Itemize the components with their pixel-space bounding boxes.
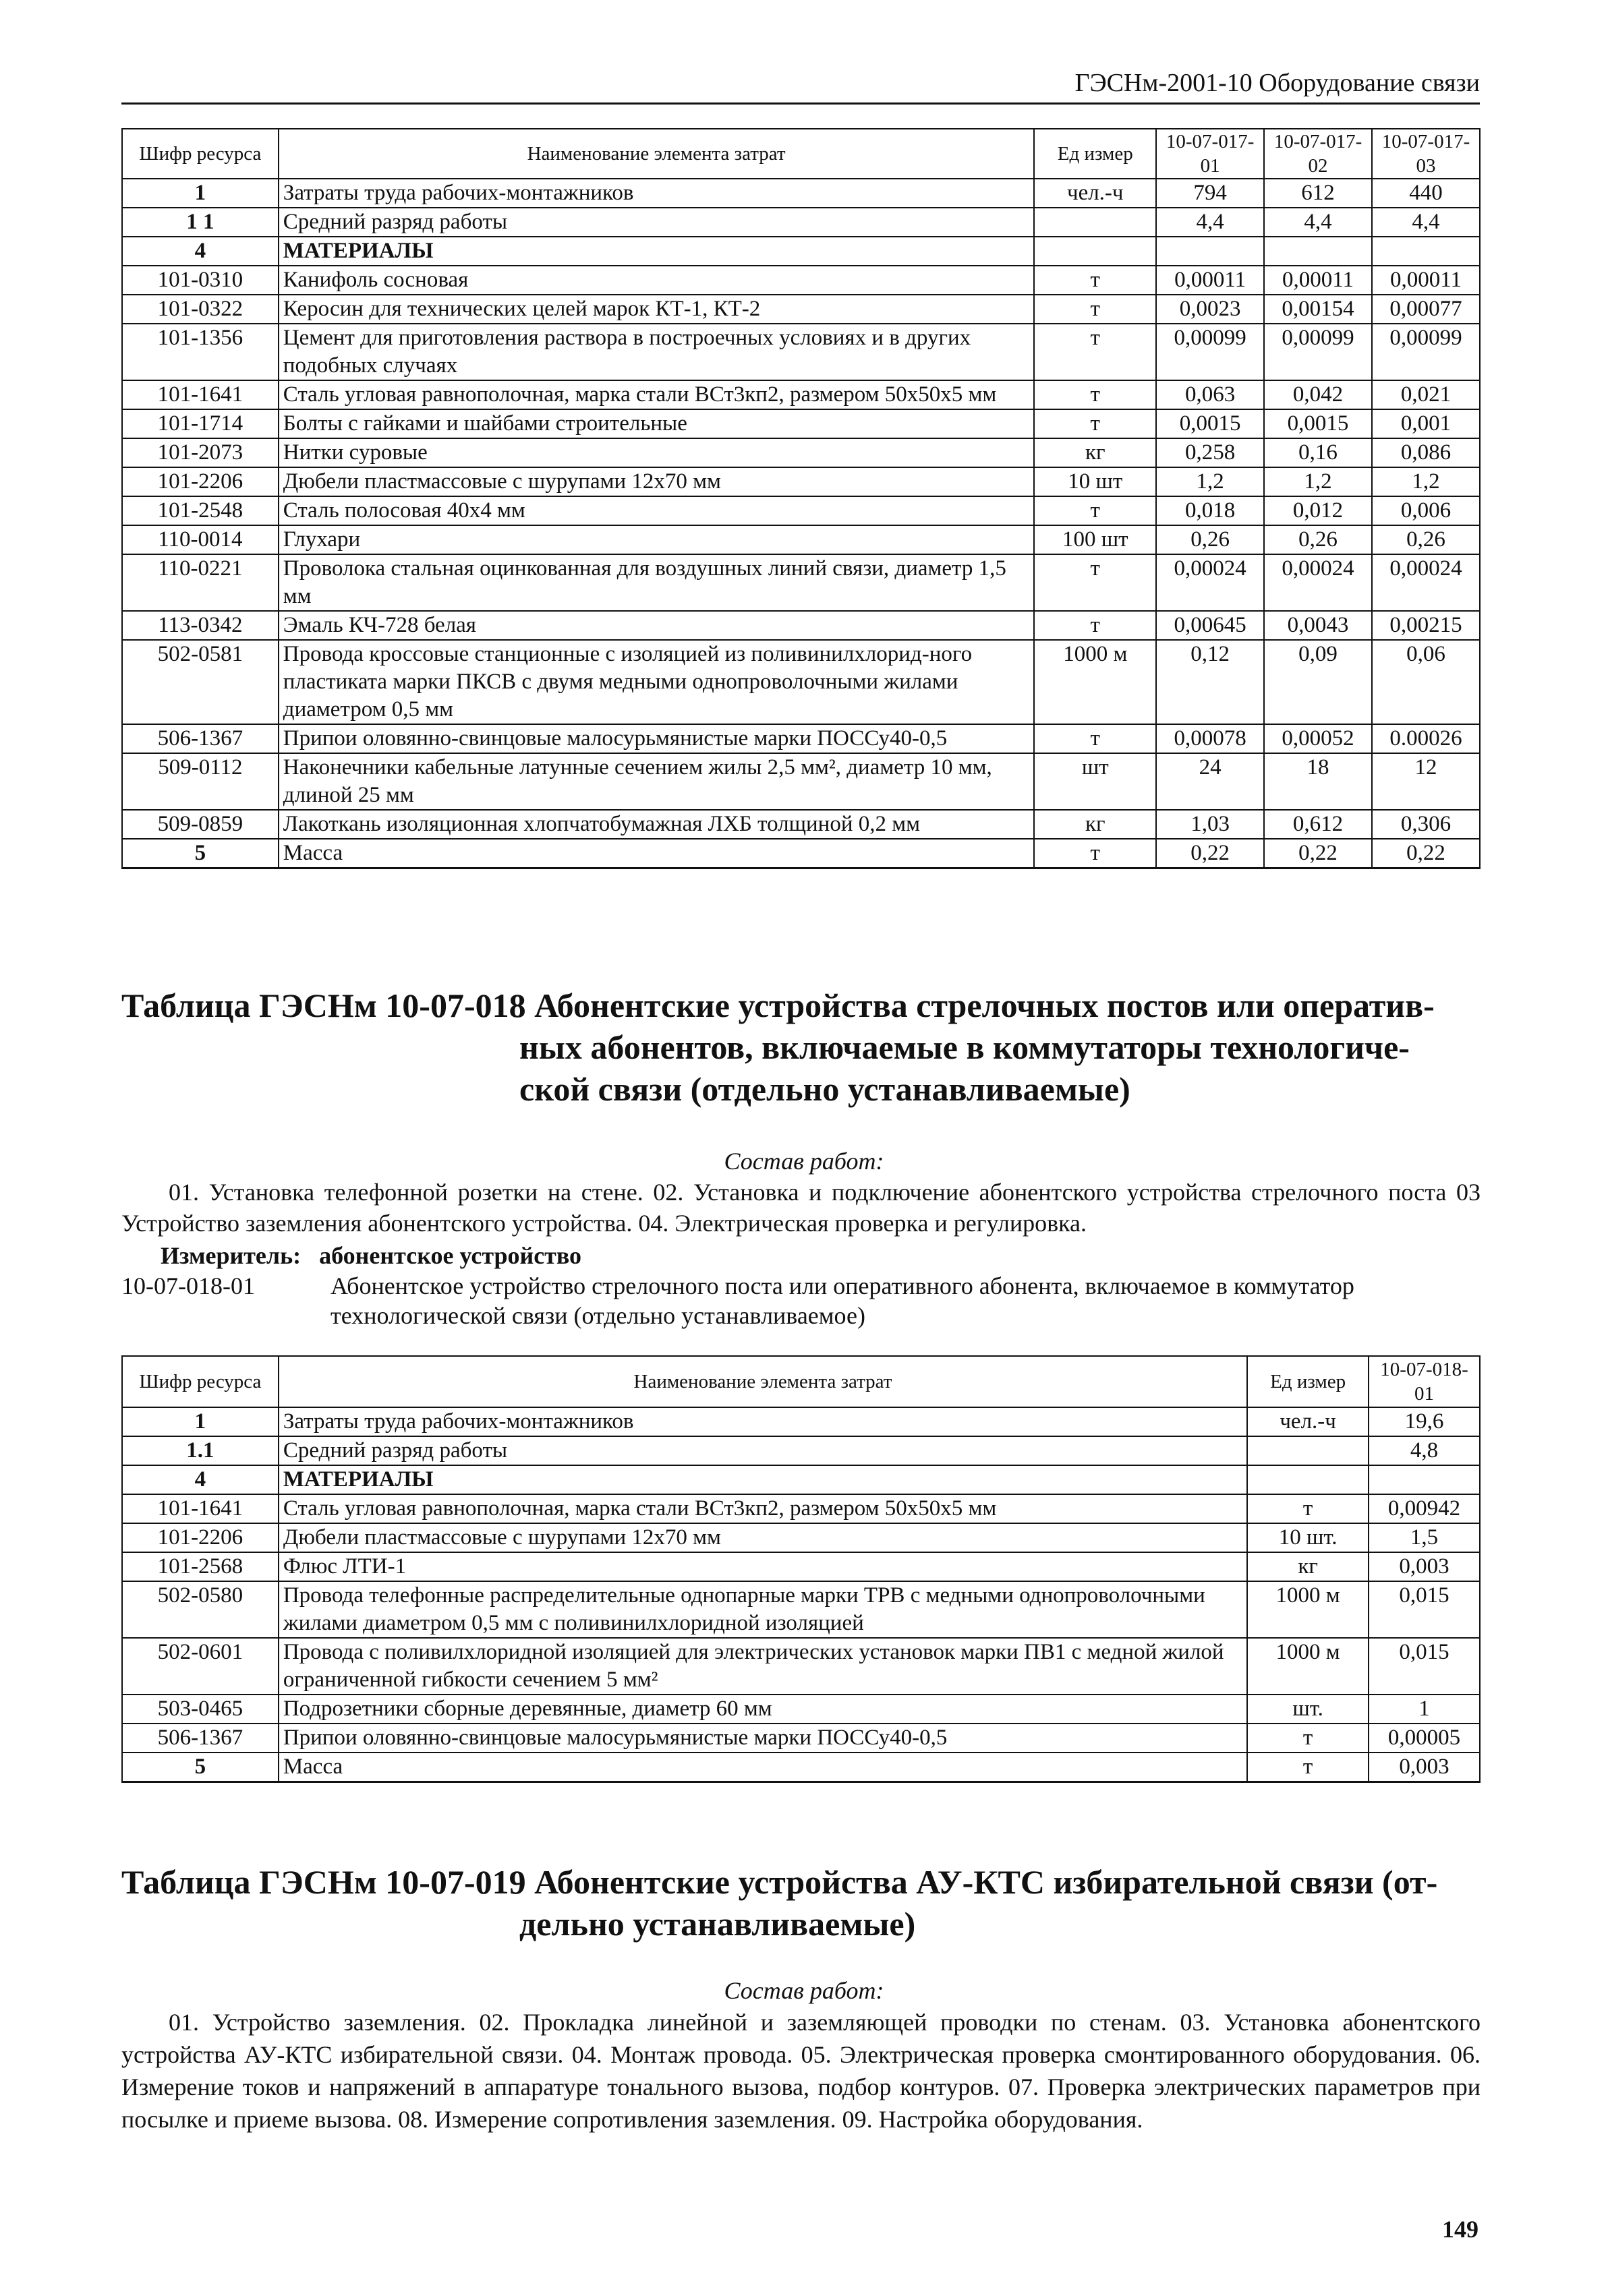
cell-unit: т (1034, 554, 1156, 611)
table-row (122, 496, 1480, 525)
cell-unit: кг (1247, 1552, 1369, 1581)
cell-value-3: 12 (1372, 753, 1480, 810)
cell-value-2: 0,0043 (1264, 611, 1372, 640)
cell-name: Канифоль сосновая (279, 266, 1035, 295)
table-row (122, 1581, 1480, 1638)
cell-name: Затраты труда рабочих-монтажников (279, 179, 1035, 208)
table-row (122, 1753, 1480, 1782)
cell-value-1: 0,26 (1156, 525, 1264, 554)
table-body (122, 179, 1480, 869)
cell-value-1: 1 (1369, 1695, 1480, 1724)
table-row (122, 1407, 1480, 1436)
table-header-row (122, 1356, 1480, 1407)
cell-unit (1034, 208, 1156, 237)
cell-value-1: 1,03 (1156, 810, 1264, 839)
cell-value-1: 0,015 (1369, 1581, 1480, 1638)
cell-value-1 (1369, 1465, 1480, 1494)
table-row (122, 1724, 1480, 1753)
cell-name: Средний разряд работы (279, 208, 1035, 237)
cell-unit: т (1034, 266, 1156, 295)
cell-value-3: 1,2 (1372, 467, 1480, 496)
resource-table-10-07-017 (121, 128, 1481, 869)
cell-value-1: 0,00005 (1369, 1724, 1480, 1753)
cell-value-3 (1372, 237, 1480, 266)
cell-name: Дюбели пластмассовые с шурупами 12х70 мм (279, 1523, 1247, 1552)
measure-line (161, 1241, 581, 1270)
variant-code: 10-07-018-01 (121, 1272, 255, 1299)
cell-value-2 (1264, 237, 1372, 266)
cell-unit: т (1034, 496, 1156, 525)
cell-value-2: 0,012 (1264, 496, 1372, 525)
cell-value-2: 0,09 (1264, 640, 1372, 724)
table-row (122, 554, 1480, 611)
cell-value-2: 0,00011 (1264, 266, 1372, 295)
cell-code: 509-0859 (122, 810, 279, 839)
cell-code: 506-1367 (122, 724, 279, 753)
page-number: 149 (1442, 2216, 1478, 2243)
work-composition-text: 01. Установка телефонной розетки на стене. 02. Установка и подключение абонентского устройства стрелочного поста 03 Устройство заземления абонентского устройства. 04. Электрическая проверка и регулировка. (121, 1179, 1481, 1237)
cell-code: 101-2568 (122, 1552, 279, 1581)
cell-name: Сталь полосовая 40х4 мм (279, 496, 1035, 525)
table-header-row (122, 129, 1480, 179)
table-row (122, 237, 1480, 266)
cell-name: МАТЕРИАЛЫ (279, 1465, 1247, 1494)
cell-code: 506-1367 (122, 1724, 279, 1753)
running-header: ГЭСНм-2001-10 Оборудование связи (121, 67, 1480, 105)
cell-code: 101-1356 (122, 324, 279, 380)
cell-unit (1247, 1436, 1369, 1465)
cell-unit: 1000 м (1247, 1581, 1369, 1638)
cell-value-1: 0,00024 (1156, 554, 1264, 611)
cell-code: 101-2206 (122, 467, 279, 496)
cell-value-1: 24 (1156, 753, 1264, 810)
cell-name: Глухари (279, 525, 1035, 554)
cell-unit: 100 шт (1034, 525, 1156, 554)
cell-name: Провода телефонные распределительные однопарные марки ТРВ с медными однопроволочными жилами диаметром 0,5 мм с поливинилхлоридной изоляцией (279, 1581, 1247, 1638)
cell-value-3: 4,4 (1372, 208, 1480, 237)
cell-value-3: 0,006 (1372, 496, 1480, 525)
cell-code: 101-2206 (122, 1523, 279, 1552)
cell-value-2: 0,042 (1264, 380, 1372, 409)
cell-code: 1 (122, 179, 279, 208)
cell-code: 502-0601 (122, 1638, 279, 1695)
table-row (122, 438, 1480, 467)
table-row (122, 1552, 1480, 1581)
table-row (122, 467, 1480, 496)
cell-unit: т (1247, 1753, 1369, 1782)
cell-unit (1247, 1465, 1369, 1494)
cell-value-3: 0,00077 (1372, 295, 1480, 324)
cell-name: Сталь угловая равнополочная, марка стали ВСт3кп2, размером 50х50х5 мм (279, 1494, 1247, 1523)
cell-unit: 1000 м (1034, 640, 1156, 724)
col-header-name: Наименование элемента затрат (279, 129, 1035, 179)
measure-value: абонентское устройство (319, 1242, 582, 1269)
cell-name: Керосин для технических целей марок КТ-1, КТ-2 (279, 295, 1035, 324)
cell-unit: 10 шт. (1247, 1523, 1369, 1552)
cell-value-1: 4,8 (1369, 1436, 1480, 1465)
table-title-10-07-018 (121, 984, 1481, 1110)
cell-value-1: 1,5 (1369, 1523, 1480, 1552)
table-row (122, 611, 1480, 640)
cell-name: Цемент для приготовления раствора в построечных условиях и в других подобных случаях (279, 324, 1035, 380)
cell-unit: т (1247, 1494, 1369, 1523)
table-row (122, 1523, 1480, 1552)
title-line: Таблица ГЭСНм 10-07-018 Абонентские устройства стрелочных постов или оператив- (121, 987, 1435, 1024)
cell-code: 110-0014 (122, 525, 279, 554)
cell-unit: кг (1034, 810, 1156, 839)
cell-value-2: 0,00024 (1264, 554, 1372, 611)
table-row (122, 839, 1480, 869)
cell-name: Нитки суровые (279, 438, 1035, 467)
cell-code: 101-0322 (122, 295, 279, 324)
cell-code: 101-2073 (122, 438, 279, 467)
table-row (122, 380, 1480, 409)
table-row (122, 1436, 1480, 1465)
cell-value-3: 0.00026 (1372, 724, 1480, 753)
cell-value-1: 0,22 (1156, 839, 1264, 869)
cell-unit: т (1034, 724, 1156, 753)
table-row (122, 409, 1480, 438)
work-composition-text: 01. Устройство заземления. 02. Прокладка линейной и заземляющей проводки по стенам. 03. Установка абонентского устройства АУ-КТС избирательной связи. 04. Монтаж провода. 05. Электрическая проверка смонтированного оборудования. 06. Измерение токов и напряжений в аппаратуре тонального вызова, подбор контуров. 07. Проверка электрических параметров при посылке и приеме вызова. 08. Измерение сопротивления заземления. 09. Настройка оборудования. (121, 2009, 1481, 2133)
table-row (122, 179, 1480, 208)
table-row (122, 525, 1480, 554)
cell-name: Затраты труда рабочих-монтажников (279, 1407, 1247, 1436)
cell-name: Наконечники кабельные латунные сечением жилы 2,5 мм², диаметр 10 мм, длиной 25 мм (279, 753, 1035, 810)
cell-code: 4 (122, 1465, 279, 1494)
cell-value-1: 4,4 (1156, 208, 1264, 237)
cell-name: Припои оловянно-свинцовые малосурьмянистые марки ПОССу40-0,5 (279, 724, 1035, 753)
cell-code: 101-1714 (122, 409, 279, 438)
cell-code: 1 (122, 1407, 279, 1436)
cell-unit: т (1034, 611, 1156, 640)
cell-unit: т (1034, 409, 1156, 438)
cell-value-1: 0,015 (1369, 1638, 1480, 1695)
cell-name: Эмаль КЧ-728 белая (279, 611, 1035, 640)
cell-name: Провода с поливилхлоридной изоляцией для электрических установок марки ПВ1 с медной жилой ограниченной гибкости сечением 5 мм² (279, 1638, 1247, 1695)
table-title-10-07-019 (121, 1861, 1481, 1945)
title-line: Таблица ГЭСНм 10-07-019 Абонентские устройства АУ-КТС избирательной связи (от- (121, 1863, 1438, 1901)
cell-value-1 (1156, 237, 1264, 266)
cell-value-2: 0,00052 (1264, 724, 1372, 753)
cell-name: Средний разряд работы (279, 1436, 1247, 1465)
cell-unit: чел.-ч (1034, 179, 1156, 208)
cell-unit: чел.-ч (1247, 1407, 1369, 1436)
cell-value-3: 0,001 (1372, 409, 1480, 438)
cell-value-3: 0,06 (1372, 640, 1480, 724)
cell-value-1: 0,12 (1156, 640, 1264, 724)
cell-value-2: 612 (1264, 179, 1372, 208)
cell-value-3: 0,22 (1372, 839, 1480, 869)
table-row (122, 724, 1480, 753)
col-header-variant-2: 10-07-017-02 (1264, 129, 1372, 179)
cell-code: 5 (122, 839, 279, 869)
cell-name: Болты с гайками и шайбами строительные (279, 409, 1035, 438)
cell-name: Проволока стальная оцинкованная для воздушных линий связи, диаметр 1,5 мм (279, 554, 1035, 611)
work-composition-label: Состав работ: (724, 1148, 884, 1175)
col-header-code: Шифр ресурса (122, 1356, 279, 1407)
cell-value-1: 0,00645 (1156, 611, 1264, 640)
col-header-unit: Ед измер (1247, 1356, 1369, 1407)
cell-unit (1034, 237, 1156, 266)
cell-value-2: 0,26 (1264, 525, 1372, 554)
table-row (122, 1494, 1480, 1523)
cell-value-3: 0,086 (1372, 438, 1480, 467)
col-header-name: Наименование элемента затрат (279, 1356, 1247, 1407)
cell-value-1: 0,063 (1156, 380, 1264, 409)
cell-code: 1 1 (122, 208, 279, 237)
cell-unit: шт (1034, 753, 1156, 810)
cell-value-1: 0,00011 (1156, 266, 1264, 295)
cell-value-3: 440 (1372, 179, 1480, 208)
cell-value-1: 0,003 (1369, 1552, 1480, 1581)
cell-name: Масса (279, 839, 1035, 869)
table-row (122, 266, 1480, 295)
table-row (122, 640, 1480, 724)
cell-unit: 10 шт (1034, 467, 1156, 496)
cell-name: Дюбели пластмассовые с шурупами 12х70 мм (279, 467, 1035, 496)
cell-value-1: 794 (1156, 179, 1264, 208)
cell-code: 101-1641 (122, 380, 279, 409)
cell-code: 110-0221 (122, 554, 279, 611)
cell-value-2: 0,0015 (1264, 409, 1372, 438)
cell-name: МАТЕРИАЛЫ (279, 237, 1035, 266)
cell-value-2: 0,16 (1264, 438, 1372, 467)
cell-name: Сталь угловая равнополочная, марка стали ВСт3кп2, размером 50х50х5 мм (279, 380, 1035, 409)
cell-value-1: 19,6 (1369, 1407, 1480, 1436)
col-header-variant-1: 10-07-017-01 (1156, 129, 1264, 179)
title-line: ской связи (отдельно устанавливаемые) (519, 1070, 1130, 1108)
cell-code: 502-0581 (122, 640, 279, 724)
variant-text: Абонентское устройство стрелочного поста или оперативного абонента, включаемое в коммутатор технологической связи (отдельно устанавливаемое) (331, 1272, 1354, 1329)
cell-name: Провода кроссовые станционные с изоляцией из поливинилхлорид-ного пластиката марки ПКСВ с двумя медными однопроволочными жилами диаметром 0,5 мм (279, 640, 1035, 724)
cell-code: 4 (122, 237, 279, 266)
cell-value-3: 0,306 (1372, 810, 1480, 839)
cell-name: Подрозетники сборные деревянные, диаметр 60 мм (279, 1695, 1247, 1724)
table-row (122, 1465, 1480, 1494)
resource-table-10-07-018 (121, 1355, 1481, 1783)
cell-code: 101-1641 (122, 1494, 279, 1523)
cell-unit: т (1034, 295, 1156, 324)
col-header-variant-3: 10-07-017-03 (1372, 129, 1480, 179)
table-row (122, 1695, 1480, 1724)
cell-value-1: 0,00078 (1156, 724, 1264, 753)
cell-value-3: 0,26 (1372, 525, 1480, 554)
cell-value-3: 0,00024 (1372, 554, 1480, 611)
cell-name: Масса (279, 1753, 1247, 1782)
title-line: ных абонентов, включаемые в коммутаторы технологиче- (519, 1028, 1410, 1066)
cell-code: 509-0112 (122, 753, 279, 810)
cell-value-1: 0,258 (1156, 438, 1264, 467)
cell-value-2: 0,612 (1264, 810, 1372, 839)
cell-code: 113-0342 (122, 611, 279, 640)
measure-label: Измеритель: (161, 1242, 302, 1269)
cell-value-2: 0,00099 (1264, 324, 1372, 380)
cell-name: Лакоткань изоляционная хлопчатобумажная ЛХБ толщиной 0,2 мм (279, 810, 1035, 839)
cell-unit: кг (1034, 438, 1156, 467)
cell-value-3: 0,00011 (1372, 266, 1480, 295)
table-body (122, 1407, 1480, 1782)
col-header-variant-1: 10-07-018-01 (1369, 1356, 1480, 1407)
table-row (122, 810, 1480, 839)
table-row (122, 208, 1480, 237)
cell-value-2: 1,2 (1264, 467, 1372, 496)
cell-code: 502-0580 (122, 1581, 279, 1638)
cell-value-1: 0,00942 (1369, 1494, 1480, 1523)
table-row (122, 753, 1480, 810)
cell-value-2: 4,4 (1264, 208, 1372, 237)
cell-value-3: 0,00099 (1372, 324, 1480, 380)
cell-name: Флюс ЛТИ-1 (279, 1552, 1247, 1581)
cell-value-1: 0,018 (1156, 496, 1264, 525)
cell-value-1: 0,0023 (1156, 295, 1264, 324)
cell-unit: 1000 м (1247, 1638, 1369, 1695)
cell-name: Припои оловянно-свинцовые малосурьмянистые марки ПОССу40-0,5 (279, 1724, 1247, 1753)
cell-value-1: 0,003 (1369, 1753, 1480, 1782)
cell-value-1: 0,0015 (1156, 409, 1264, 438)
cell-unit: т (1034, 324, 1156, 380)
cell-unit: шт. (1247, 1695, 1369, 1724)
cell-value-1: 0,00099 (1156, 324, 1264, 380)
table-row (122, 1638, 1480, 1695)
cell-code: 101-2548 (122, 496, 279, 525)
cell-unit: т (1034, 380, 1156, 409)
title-line: дельно устанавливаемые) (519, 1905, 916, 1943)
cell-value-3: 0,00215 (1372, 611, 1480, 640)
cell-value-2: 0,22 (1264, 839, 1372, 869)
cell-value-2: 0,00154 (1264, 295, 1372, 324)
col-header-unit: Ед измер (1034, 129, 1156, 179)
work-composition-label: Состав работ: (724, 1977, 884, 2004)
cell-value-3: 0,021 (1372, 380, 1480, 409)
col-header-code: Шифр ресурса (122, 129, 279, 179)
cell-unit: т (1247, 1724, 1369, 1753)
cell-code: 101-0310 (122, 266, 279, 295)
cell-code: 503-0465 (122, 1695, 279, 1724)
table-row (122, 295, 1480, 324)
cell-code: 1.1 (122, 1436, 279, 1465)
cell-code: 5 (122, 1753, 279, 1782)
norm-variant (121, 1271, 1481, 1330)
cell-value-1: 1,2 (1156, 467, 1264, 496)
cell-value-2: 18 (1264, 753, 1372, 810)
table-row (122, 324, 1480, 380)
cell-unit: т (1034, 839, 1156, 869)
